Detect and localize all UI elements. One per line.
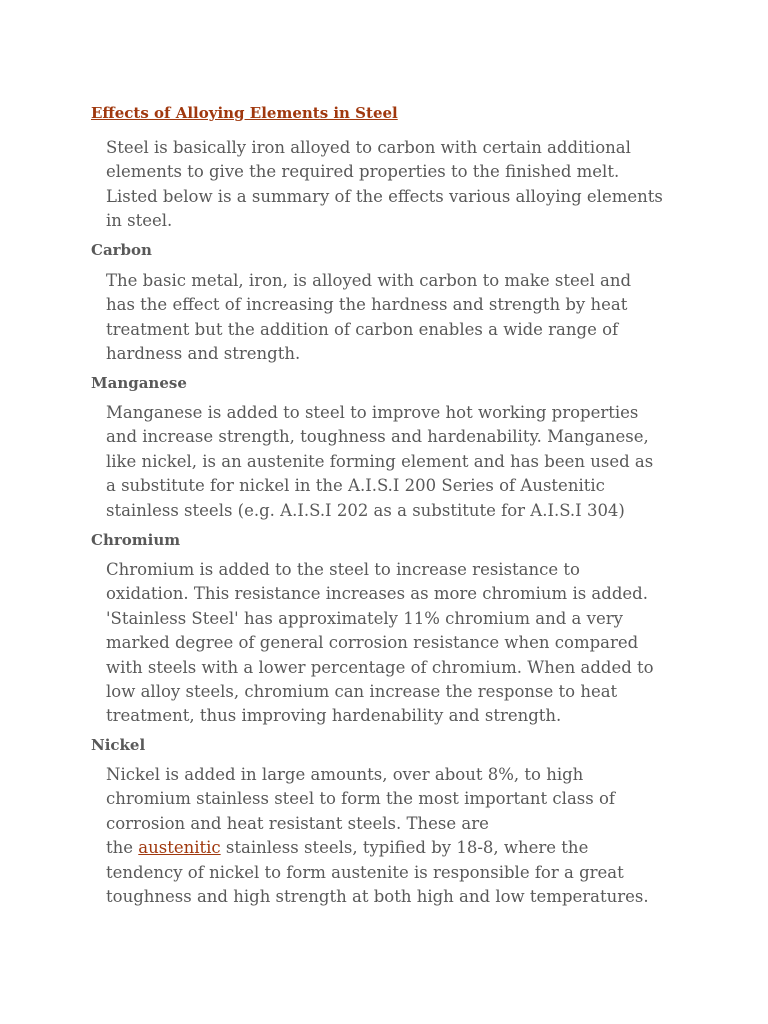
page-title[interactable]: Effects of Alloying Elements in Steel	[91, 104, 398, 122]
nickel-paragraph	[106, 763, 686, 909]
paragraph-line: Listed below is a summary of the effects various alloying elements	[106, 186, 663, 206]
paragraph-line: stainless steels (e.g. A.I.S.I 202 as a substitute for A.I.S.I 304)	[106, 500, 625, 520]
paragraph-line: corrosion and heat resistant steels. These are	[106, 813, 489, 833]
paragraph-line: elements to give the required properties to the finished melt.	[106, 162, 620, 182]
paragraph-line: Steel is basically iron alloyed to carbon with certain additional	[106, 138, 631, 157]
section-heading-manganese: Manganese	[91, 374, 187, 392]
paragraph-line: The basic metal, iron, is alloyed with carbon to make steel and	[106, 271, 632, 290]
paragraph-line: like nickel, is an austenite forming element and has been used as	[106, 451, 654, 471]
paragraph-line: toughness and high strength at both high and low temperatures.	[106, 887, 649, 907]
paragraph-line: with steels with a lower percentage of chromium. When added to	[106, 657, 654, 677]
paragraph-line: treatment, thus improving hardenability and strength.	[106, 706, 562, 726]
paragraph-line: Manganese is added to steel to improve hot working properties	[106, 403, 639, 422]
austenitic-link[interactable]: austenitic	[138, 838, 221, 858]
paragraph-line-with-link	[106, 836, 686, 860]
manganese-paragraph	[106, 401, 686, 523]
paragraph-line: treatment but the addition of carbon enables a wide range of	[106, 319, 619, 339]
paragraph-line: a substitute for nickel in the A.I.S.I 200 Series of Austenitic	[106, 476, 605, 496]
carbon-paragraph	[106, 269, 686, 367]
paragraph-line: has the effect of increasing the hardness and strength by heat	[106, 295, 628, 315]
paragraph-line: Nickel is added in large amounts, over about 8%, to high	[106, 765, 584, 784]
paragraph-line: and increase strength, toughness and hardenability. Manganese,	[106, 427, 649, 447]
section-heading-nickel: Nickel	[91, 736, 146, 754]
paragraph-line: low alloy steels, chromium can increase the response to heat	[106, 682, 618, 702]
paragraph-line: chromium stainless steel to form the most important class of	[106, 789, 616, 809]
section-heading-carbon: Carbon	[91, 241, 152, 259]
intro-paragraph	[106, 136, 686, 234]
link-suffix: stainless steels, typified by 18-8, where the	[220, 838, 589, 858]
paragraph-line: in steel.	[106, 211, 173, 231]
paragraph-line: Chromium is added to the steel to increase resistance to	[106, 560, 580, 579]
chromium-paragraph	[106, 558, 686, 729]
section-heading-chromium: Chromium	[91, 531, 181, 549]
paragraph-line: tendency of nickel to form austenite is responsible for a great	[106, 862, 624, 882]
paragraph-line: marked degree of general corrosion resistance when compared	[106, 633, 639, 653]
paragraph-line: hardness and strength.	[106, 344, 301, 364]
link-prefix: the	[106, 838, 139, 858]
paragraph-line: 'Stainless Steel' has approximately 11% chromium and a very	[106, 608, 623, 628]
paragraph-line: oxidation. This resistance increases as more chromium is added.	[106, 584, 648, 604]
